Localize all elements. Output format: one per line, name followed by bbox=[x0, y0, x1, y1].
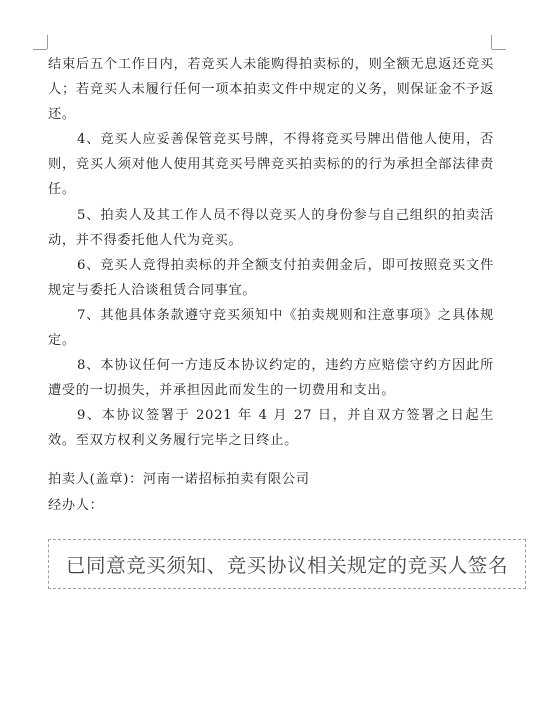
crop-mark-top-left-vertical bbox=[47, 35, 48, 49]
paragraph-clause-6: 6、竞买人竞得拍卖标的并全额支付拍卖佣金后，即可按照竞买文件规定与委托人洽谈租赁合同事宜。 bbox=[48, 257, 494, 298]
agreement-body bbox=[48, 52, 494, 454]
paragraph-clause-7: 7、其他具体条款遵守竞买须知中《拍卖规则和注意事项》之具体规定。 bbox=[48, 307, 494, 349]
crop-mark-top-right-horizontal bbox=[492, 49, 506, 50]
crop-mark-top-right-vertical bbox=[491, 35, 492, 49]
bidder-signature-box bbox=[48, 539, 526, 589]
paragraph-clause-8: 8、本协议任何一方违反本协议约定的，违约方应赔偿守约方因此所遭受的一切损失，并承担因此而发生的一切费用和支出。 bbox=[48, 358, 494, 399]
bidder-signature-caption: 已同意竞买须知、竞买协议相关规定的竞买人签名 bbox=[65, 554, 509, 577]
auctioneer-seal-line: 拍卖人(盖章)：河南一诺招标拍卖有限公司 bbox=[48, 472, 310, 487]
signature-block bbox=[48, 467, 494, 518]
paragraph-clause-5: 5、拍卖人及其工作人员不得以竞买人的身份参与自己组织的拍卖活动，并不得委托他人代为竞买。 bbox=[48, 207, 494, 248]
paragraph-clause-9: 9、本协议签署于 2021 年 4 月 27 日，并自双方签署之日起生效。至双方权利义务履行完毕之日终止。 bbox=[48, 408, 494, 449]
crop-mark-top-left-horizontal bbox=[33, 49, 47, 50]
handler-line: 经办人： bbox=[48, 497, 104, 513]
paragraph-deposit-refund: 结束后五个工作日内，若竞买人未能购得拍卖标的，则全额无息返还竞买人；若竞买人未履行任何一项本拍卖文件中规定的义务，则保证金不予返还。 bbox=[48, 57, 494, 123]
paragraph-clause-4: 4、竞买人应妥善保管竞买号牌，不得将竞买号牌出借他人使用，否则，竞买人须对他人使用其竞买号牌竞买拍卖标的的行为承担全部法律责任。 bbox=[48, 132, 494, 198]
